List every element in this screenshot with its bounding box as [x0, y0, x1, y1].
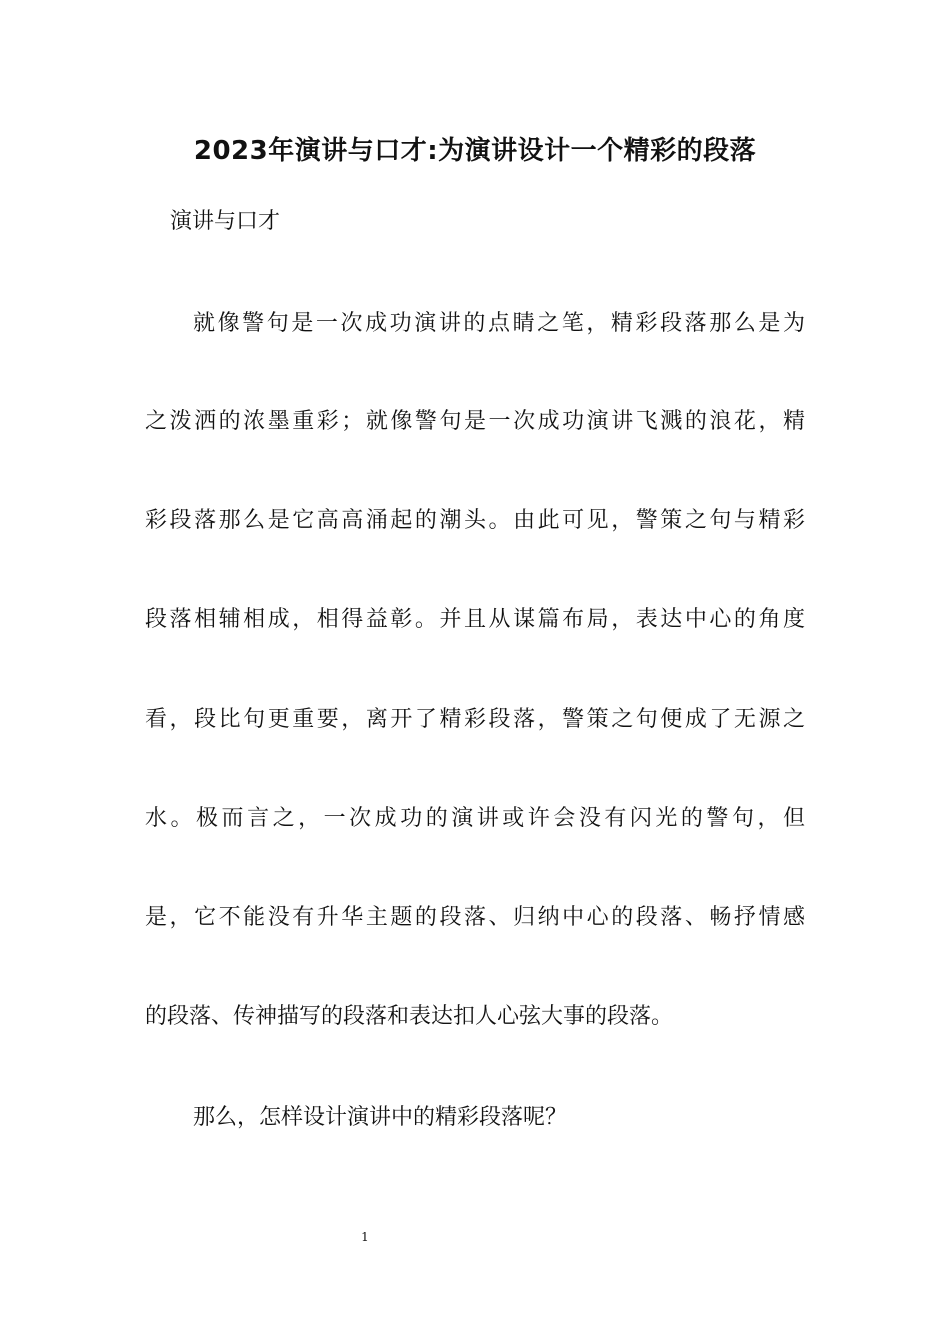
paragraph-1-line-1: 就像警句是一次成功演讲的点睛之笔，精彩段落那么是为	[193, 311, 805, 336]
document-title: 2023年演讲与口才:为演讲设计一个精彩的段落	[193, 136, 757, 166]
document-subtitle: 演讲与口才	[170, 209, 281, 234]
paragraph-1-line-3: 彩段落那么是它高高涌起的潮头。由此可见，警策之句与精彩	[145, 508, 805, 533]
paragraph-1-line-4: 段落相辅相成，相得益彰。并且从谋篇布局，表达中心的角度	[145, 607, 805, 632]
paragraph-1-line-7: 是，它不能没有升华主题的段落、归纳中心的段落、畅抒情感	[145, 905, 805, 930]
paragraph-2: 那么，怎样设计演讲中的精彩段落呢？	[193, 1105, 568, 1130]
paragraph-1-line-6: 水。极而言之，一次成功的演讲或许会没有闪光的警句，但	[145, 806, 805, 831]
paragraph-1-line-8: 的段落、传神描写的段落和表达扣人心弦大事的段落。	[145, 1004, 674, 1029]
paragraph-1-line-5: 看，段比句更重要，离开了精彩段落，警策之句便成了无源之	[145, 707, 805, 732]
paragraph-1-line-2: 之泼洒的浓墨重彩；就像警句是一次成功演讲飞溅的浪花，精	[145, 409, 805, 434]
page-number: 1	[361, 1230, 369, 1244]
